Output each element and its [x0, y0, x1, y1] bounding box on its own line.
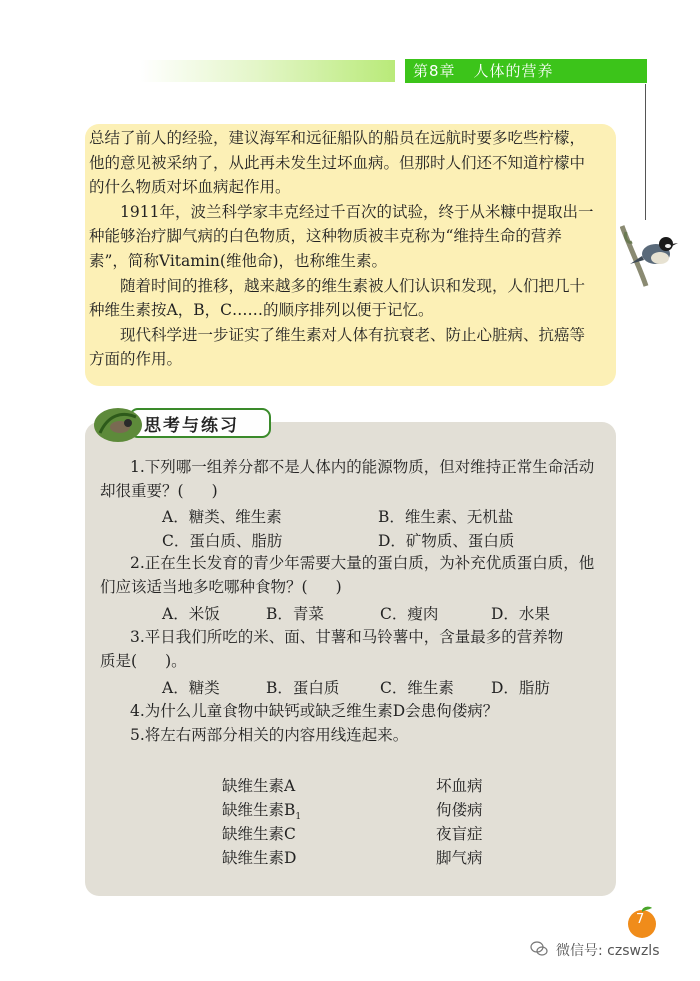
match-left-item: 缺维生素C: [222, 825, 296, 843]
wechat-watermark: 微信号: czswzls: [556, 943, 660, 959]
match-right-item: 佝偻病: [436, 801, 483, 819]
question-5: 5.将左右两部分相关的内容用线连起来。: [130, 726, 409, 744]
match-right-item: 脚气病: [436, 849, 483, 867]
wechat-icon: [530, 941, 548, 957]
page-number: 7: [636, 912, 645, 927]
q3-option-a: A．糖类: [162, 679, 220, 697]
chapter-header: [405, 59, 647, 83]
q2-option-b: B．青菜: [266, 605, 324, 623]
bird-illustration-icon: [620, 218, 680, 288]
match-right-item: 坏血病: [436, 777, 483, 795]
question-1-line-1: 1.下列哪一组养分都不是人体内的能源物质，但对维持正常生命活动: [130, 458, 595, 476]
q2-option-c: C．瘦肉: [380, 605, 439, 623]
reading-line: 他的意见被采纳了，从此再未发生过坏血病。但那时人们还不知道柠檬中: [89, 153, 586, 172]
question-1-line-2: 却很重要？( ): [100, 482, 218, 500]
question-4: 4.为什么儿童食物中缺钙或缺乏维生素D会患佝偻病？: [130, 702, 499, 720]
match-right-item: 夜盲症: [436, 825, 483, 843]
reading-line: 总结了前人的经验，建议海军和远征船队的船员在远航时要多吃些柠檬，: [89, 129, 586, 147]
q1-option-a: A．糖类、维生素: [162, 508, 282, 526]
question-2-line-2: 们应该适当地多吃哪种食物？( ): [100, 578, 342, 596]
reading-line: 的什么物质对坏血病起作用。: [89, 178, 291, 197]
question-3-line-1: 3.平日我们所吃的米、面、甘薯和马铃薯中，含量最多的营养物: [130, 628, 564, 646]
reading-line: 种维生素按A，B，C……的顺序排列以便于记忆。: [89, 301, 434, 320]
match-left-item: 缺维生素$B_1$: [222, 801, 302, 823]
question-2-line-1: 2.正在生长发育的青少年需要大量的蛋白质，为补充优质蛋白质，他: [130, 554, 595, 572]
q1-option-b: B．维生素、无机盐: [378, 508, 514, 526]
q2-option-d: D．水果: [491, 605, 550, 623]
q3-option-b: B．蛋白质: [266, 679, 340, 697]
match-left-item: 缺维生素A: [222, 777, 296, 795]
q2-option-a: A．米饭: [162, 605, 220, 623]
match-left-item: 缺维生素D: [222, 849, 297, 867]
q1-option-c: C．蛋白质、脂肪: [162, 532, 283, 550]
reading-line: 方面的作用。: [89, 350, 183, 369]
header-gradient-bar: [140, 60, 395, 82]
chapter-title: 人体的营养: [473, 62, 554, 80]
reading-line: 种能够治疗脚气病的白色物质，这种物质被丰克称为“维持生命的营养: [89, 227, 562, 246]
reading-line: 1911年，波兰科学家丰克经过千百次的试验，终于从米糠中提取出一: [120, 202, 594, 221]
reading-panel: [85, 124, 616, 386]
reading-line: 素”，简称Vitamin(维他命)，也称维生素。: [89, 252, 388, 270]
reading-line: 随着时间的推移，越来越多的维生素被人们认识和发现，人们把几十: [120, 276, 586, 295]
reading-line: 现代科学进一步证实了维生素对人体有抗衰老、防止心脏病、抗癌等: [120, 325, 586, 344]
question-3-line-2: 质是( )。: [100, 652, 187, 670]
section-title: 思考与练习: [144, 416, 239, 436]
q3-option-d: D．脂肪: [491, 679, 550, 697]
q1-option-d: D．矿物质、蛋白质: [378, 532, 515, 550]
q3-option-c: C．维生素: [380, 679, 454, 697]
chapter-number: 第8章: [413, 62, 456, 80]
margin-rule: [645, 84, 646, 220]
